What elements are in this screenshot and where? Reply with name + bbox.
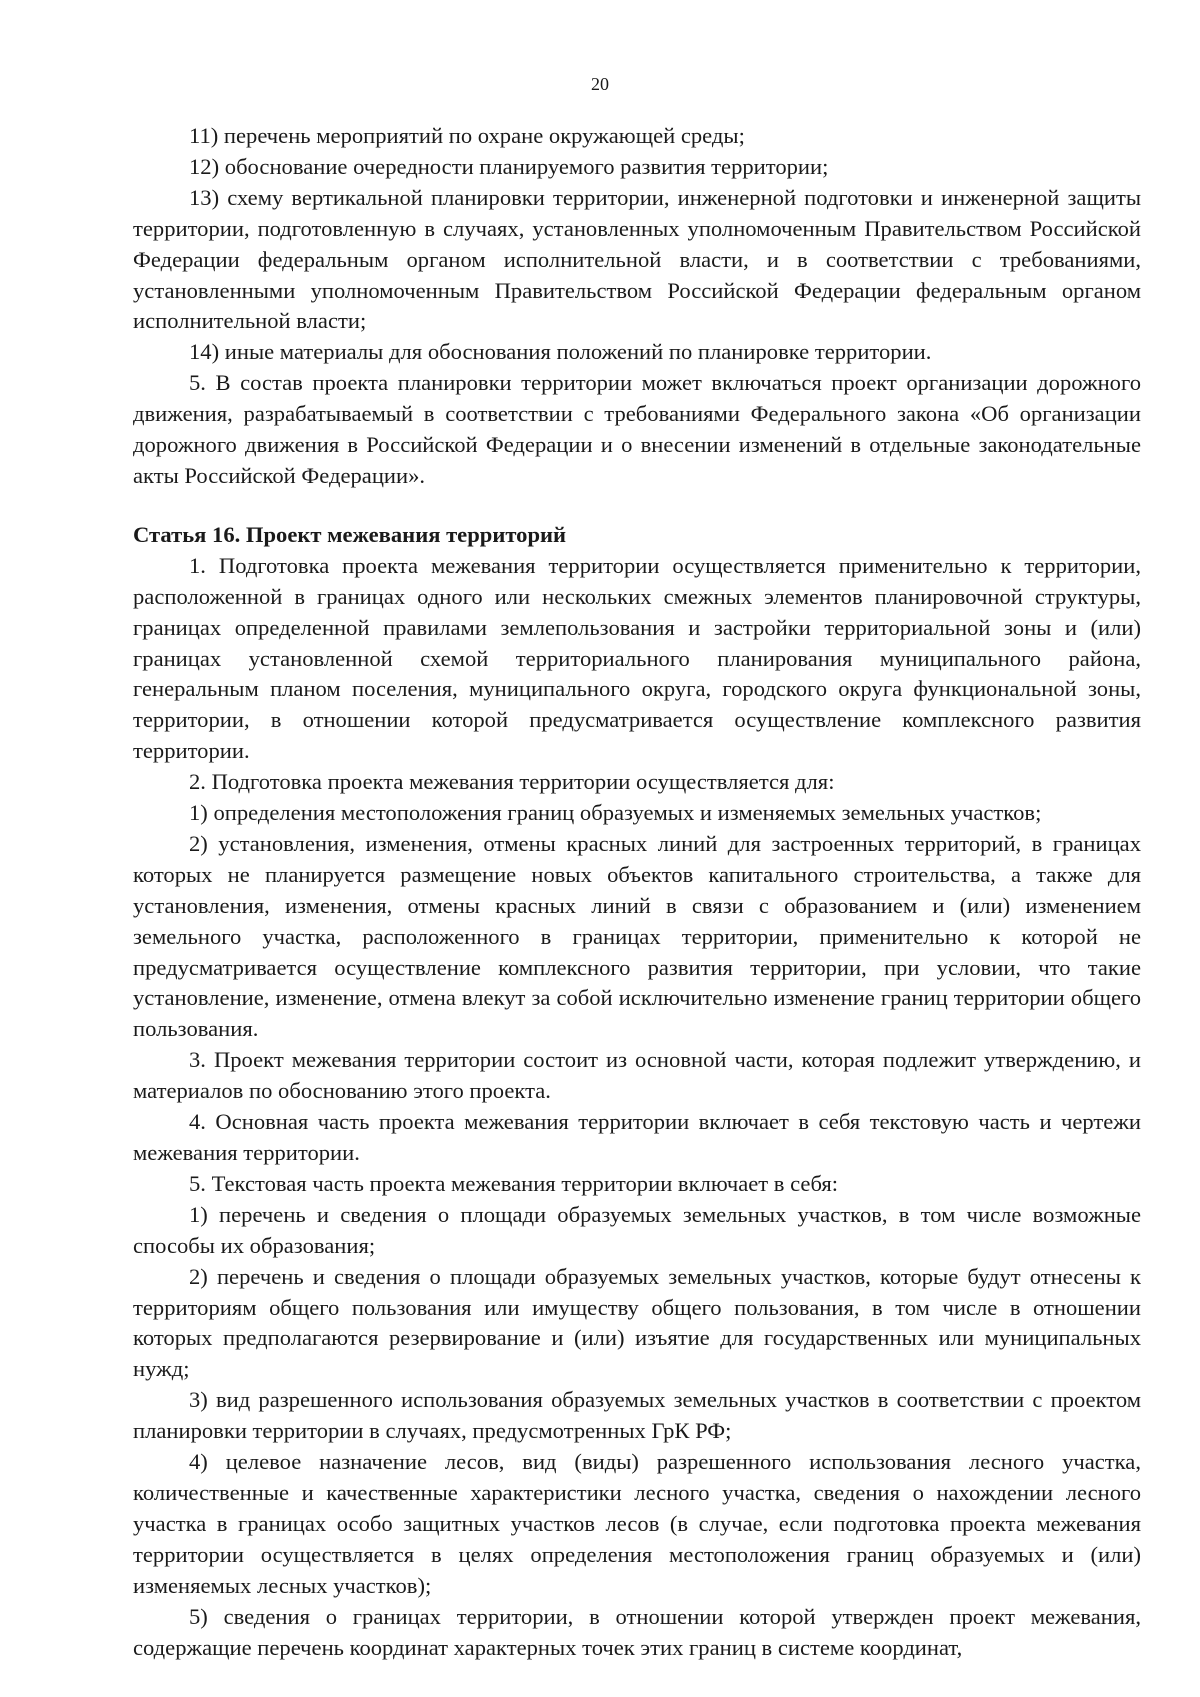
paragraph: 5. В состав проекта планировки территории может включаться проект организации дорожного движения, разрабатываемый в соответствии с требованиями Федерального закона «Об организации дорожного движения в Российской Федерации и о внесении изменений в отдельные законодательные акты Российской Федерации». [133,370,1141,488]
document-body [133,121,1141,1663]
paragraph: 2. Подготовка проекта межевания территории осуществляется для: [189,769,835,795]
paragraph: 14) иные материалы для обоснования положений по планировке территории. [189,339,932,365]
paragraph: 12) обоснование очередности планируемого развития территории; [189,153,829,179]
page-number: 20 [591,74,609,94]
article-heading: Статья 16. Проект межевания территорий [133,521,567,547]
paragraph: 1. Подготовка проекта межевания территории осуществляется применительно к территории, расположенной в границах одного или нескольких смежных элементов планировочной структуры, границах определенной правилами землепользования и застройки территориальной зоны и (или) границах установленной схемой территориального планирования муниципального района, генеральным планом поселения, муниципального округа, городского округа функциональной зоны, территории, в отношении которой предусматривается осуществление комплексного развития территории. [133,552,1141,764]
paragraph: 3) вид разрешенного использования образуемых земельных участков в соответствии с проектом планировки территории в случаях, предусмотренных ГрК РФ; [133,1387,1141,1444]
section-spacer [133,492,1141,520]
paragraph: 13) схему вертикальной планировки территории, инженерной подготовки и инженерной защиты территории, подготовленную в случаях, установленных уполномоченным Правительством Российской Федерации федеральным органом исполнительной власти, и в соответствии с требованиями, установленными уполномоченным Правительством Российской Федерации федеральным органом исполнительной власти; [133,184,1141,334]
paragraph: 11) перечень мероприятий по охране окружающей среды; [189,123,745,148]
paragraph: 2) перечень и сведения о площади образуемых земельных участков, которые будут отнесены к территориям общего пользования или имуществу общего пользования, в том числе в отношении которых предполагаются резервирование и (или) изъятие для государственных или муниципальных нужд; [133,1263,1141,1382]
paragraph: 4) целевое назначение лесов, вид (виды) разрешенного использования лесного участка, количественные и качественные характеристики лесного участка, сведения о нахождении лесного участка в границах особо защитных участков лесов (в случае, если подготовка проекта межевания территории осуществляется в целях определения местоположения границ образуемых и (или) изменяемых лесных участков); [133,1449,1141,1598]
paragraph: 1) определения местоположения границ образуемых и изменяемых земельных участков; [189,800,1042,826]
paragraph: 5) сведения о границах территории, в отношении которой утвержден проект межевания, содержащие перечень координат характерных точек этих границ в системе координат, [133,1603,1141,1660]
paragraph: 4. Основная часть проекта межевания территории включает в себя текстовую часть и чертежи межевания территории. [133,1109,1141,1165]
paragraph: 3. Проект межевания территории состоит из основной части, которая подлежит утверждению, и материалов по обоснованию этого проекта. [133,1047,1141,1104]
paragraph: 5. Текстовая часть проекта межевания территории включает в себя: [189,1170,839,1196]
paragraph: 2) установления, изменения, отмены красных линий для застроенных территорий, в границах которых не планируется размещение новых объектов капитального строительства, а также для установления, изменения, отмены красных линий в связи с образованием и (или) изменением земельного участка, расположенного в границах территории, применительно к которой не предусматривается осуществление комплексного развития территории, при условии, что такие установление, изменение, отмена влекут за собой исключительно изменение границ территории общего пользования. [133,830,1141,1042]
paragraph: 1) перечень и сведения о площади образуемых земельных участков, в том числе возможные способы их образования; [133,1201,1141,1258]
